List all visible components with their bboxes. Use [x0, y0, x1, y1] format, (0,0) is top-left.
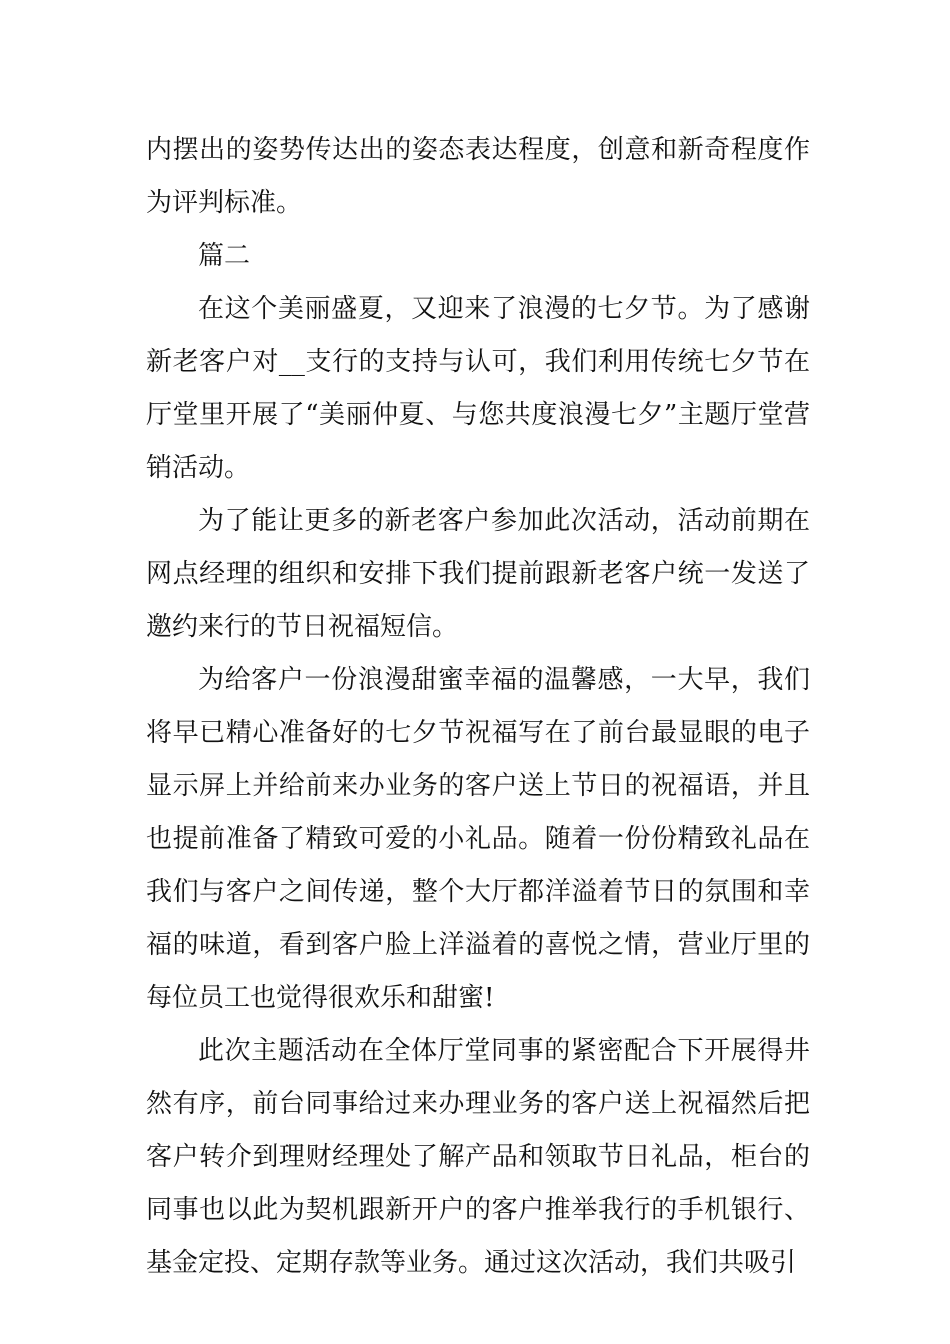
paragraph-continuation: 内摆出的姿势传达出的姿态表达程度，创意和新奇程度作为评判标准。	[146, 135, 810, 218]
paragraph: 在这个美丽盛夏，又迎来了浪漫的七夕节。为了感谢新老客户对__支行的支持与认可，我们利用传统七夕节在厅堂里开展了“美丽仲夏、与您共度浪漫七夕”主题厅堂营销活动。	[146, 294, 810, 483]
paragraph: 为给客户一份浪漫甜蜜幸福的温馨感，一大早，我们将早已精心准备好的七夕节祝福写在了前台最显眼的电子显示屏上并给前来办业务的客户送上节日的祝福语，并且也提前准备了精致可爱的小礼品。随着一份份精致礼品在我们与客户之间传递，整个大厅都洋溢着节日的氛围和幸福的味道，看到客户脸上洋溢着的喜悦之情，营业厅里的每位员工也觉得很欢乐和甜蜜!	[146, 665, 810, 1013]
paragraph: 为了能让更多的新老客户参加此次活动，活动前期在网点经理的组织和安排下我们提前跟新老客户统一发送了邀约来行的节日祝福短信。	[146, 506, 810, 642]
document-body	[146, 124, 810, 1290]
section-heading: 篇二	[198, 241, 251, 271]
paragraph: 此次主题活动在全体厅堂同事的紧密配合下开展得井然有序，前台同事给过来办理业务的客户送上祝福然后把客户转介到理财经理处了解产品和领取节日礼品，柜台的同事也以此为契机跟新开户的客户推举我行的手机银行、基金定投、定期存款等业务。通过这次活动，我们共吸引	[146, 1036, 810, 1278]
